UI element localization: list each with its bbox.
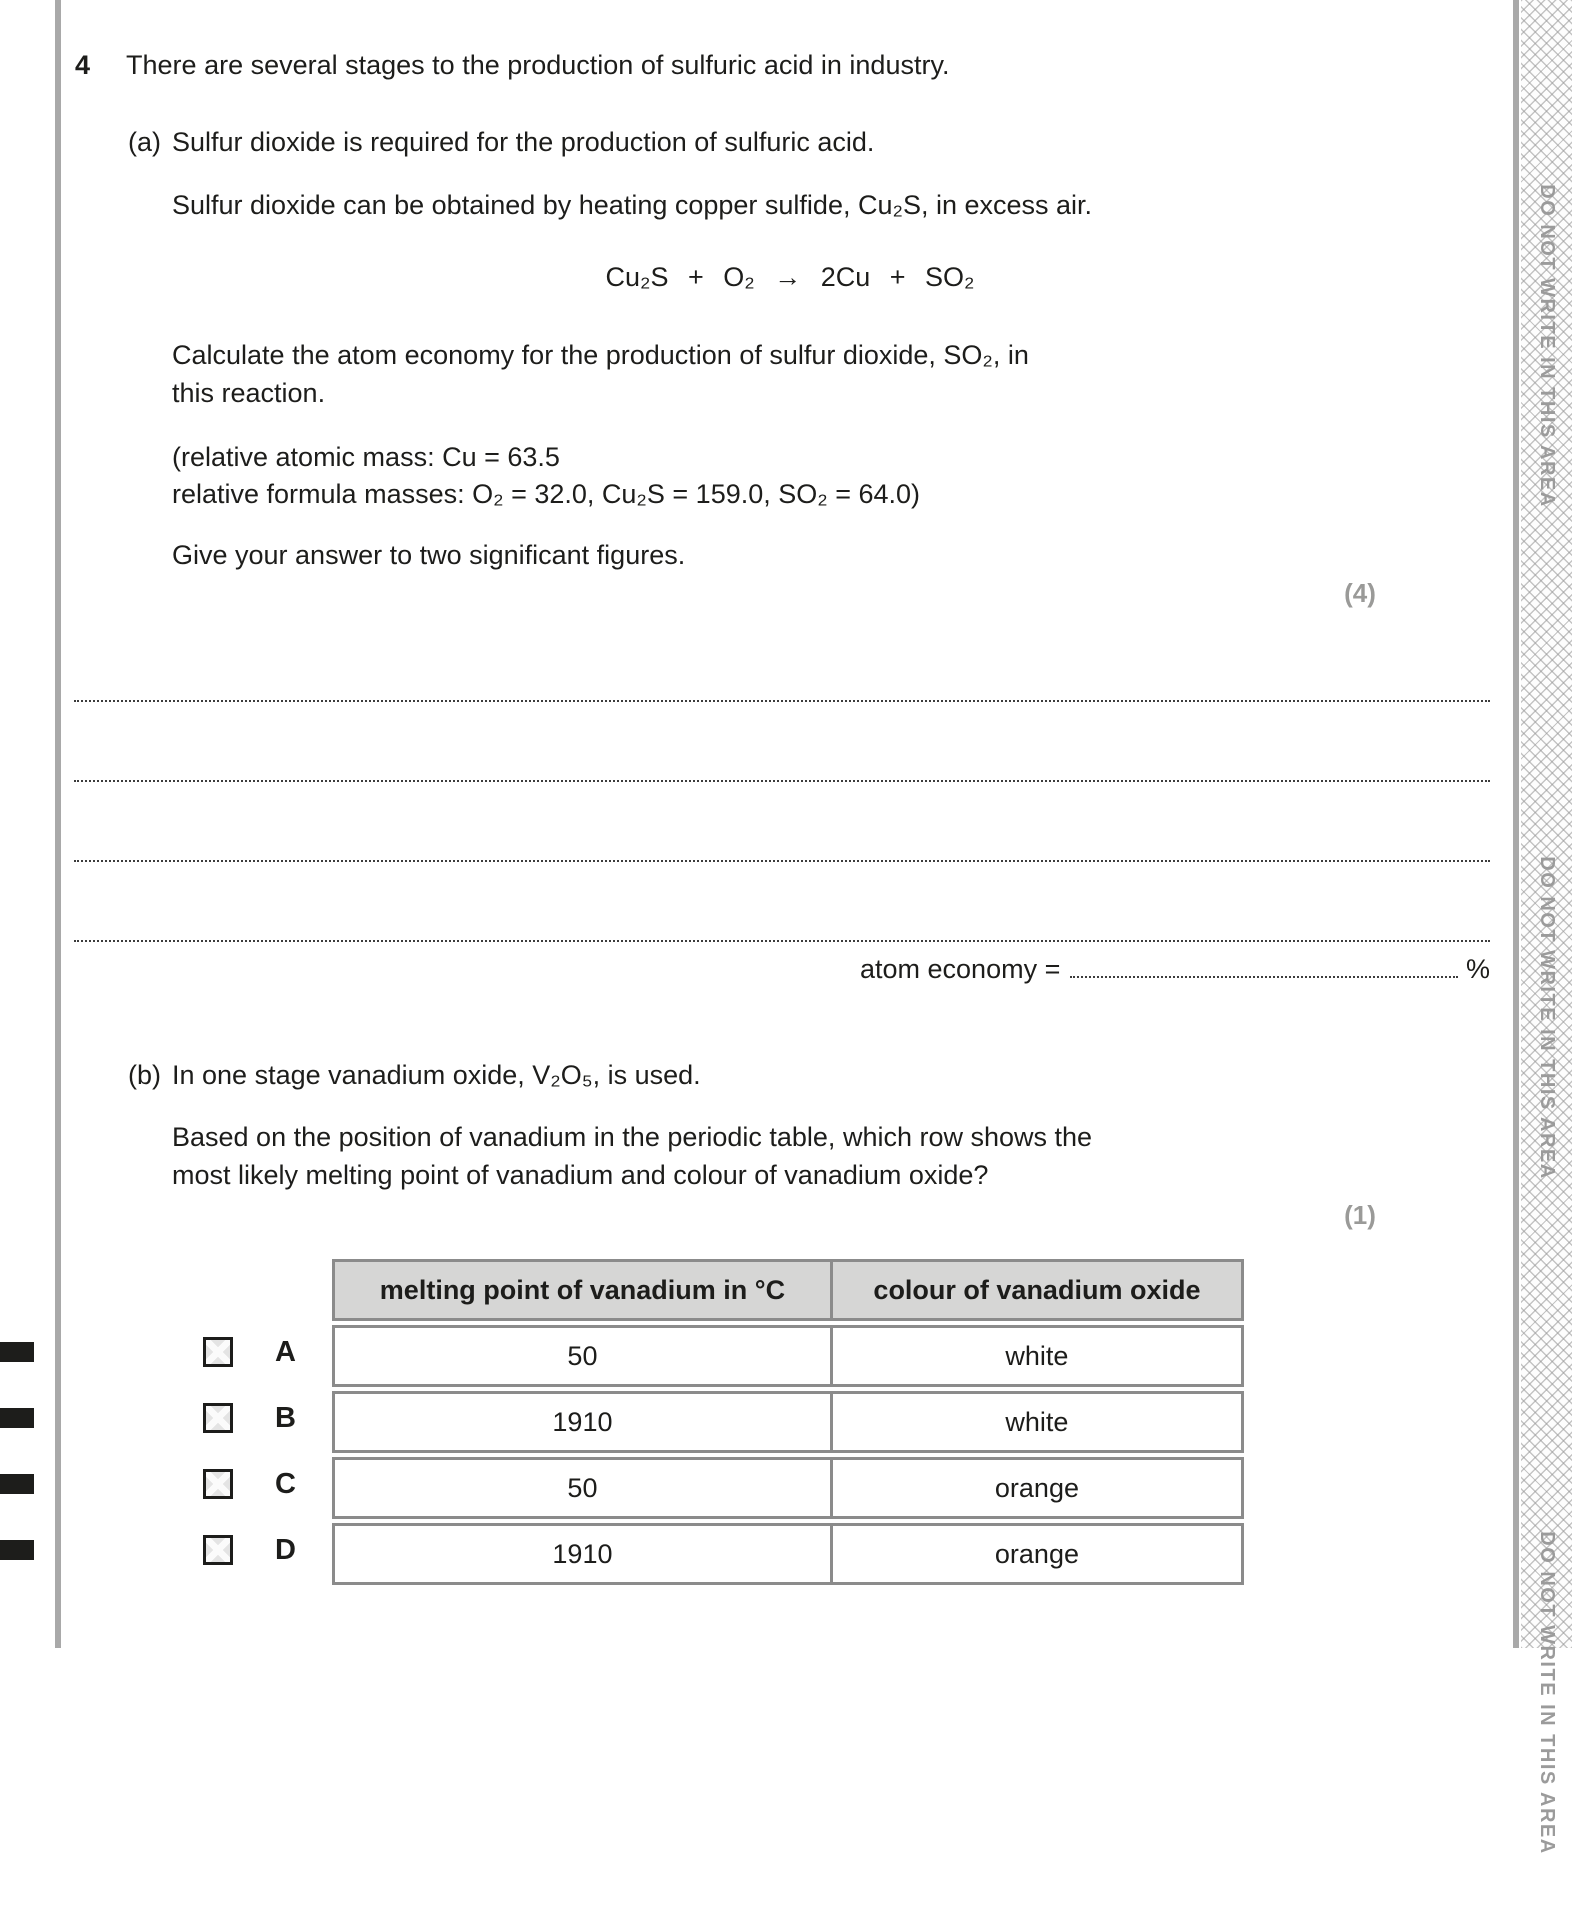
question-intro (75, 48, 949, 82)
relative-mass-line2: relative formula masses: O₂ = 32.0, Cu₂S = 159.0, SO₂ = 64.0) (172, 479, 921, 509)
option-d-letter: D (275, 1533, 296, 1566)
binding-mark (0, 1540, 34, 1560)
part-b-line1-text: In one stage vanadium oxide, V₂O₅, is used. (172, 1060, 701, 1090)
table-row (332, 1325, 1244, 1387)
answer-line-3[interactable] (74, 860, 1490, 862)
table-header-row (332, 1259, 1244, 1321)
part-b-line3: most likely melting point of vanadium and colour of vanadium oxide? (172, 1160, 989, 1190)
table-row (332, 1391, 1244, 1453)
do-not-write-watermark: DO NOT WRITE IN THIS AREA (1536, 1531, 1558, 1855)
option-a-checkbox[interactable] (203, 1337, 233, 1367)
table-row (332, 1523, 1244, 1585)
answer-line-1[interactable] (74, 700, 1490, 702)
header-colour: colour of vanadium oxide (833, 1259, 1244, 1321)
chemical-equation: Cu₂S + O₂ → 2Cu + SO₂ (605, 262, 975, 292)
cell-melting-point-d: 1910 (332, 1523, 833, 1585)
option-a-letter: A (275, 1335, 296, 1368)
option-b-letter: B (275, 1401, 296, 1434)
task-line2: this reaction. (172, 378, 326, 408)
option-c-letter: C (275, 1467, 296, 1500)
part-a-line1-text: Sulfur dioxide is required for the production of sulfuric acid. (172, 127, 875, 157)
header-melting-point: melting point of vanadium in °C (332, 1259, 833, 1321)
option-c-checkbox[interactable] (203, 1469, 233, 1499)
option-row-a (203, 1336, 296, 1368)
marks-part-a: (4) (1344, 578, 1376, 608)
sig-figs-instruction: Give your answer to two significant figures. (172, 540, 686, 570)
cell-colour-b: white (833, 1391, 1244, 1453)
cell-colour-d: orange (833, 1523, 1244, 1585)
question-number: 4 (75, 50, 91, 80)
option-row-b (203, 1402, 296, 1434)
part-a-line2: Sulfur dioxide can be obtained by heating copper sulfide, Cu₂S, in excess air. (172, 190, 1093, 220)
part-b-label: (b) (128, 1060, 161, 1090)
table-row (332, 1457, 1244, 1519)
page-edge-rule-left (55, 0, 61, 1648)
part-a-label: (a) (128, 127, 161, 157)
question-intro-text: There are several stages to the production of sulfuric acid in industry. (126, 50, 950, 80)
option-row-d (203, 1534, 296, 1566)
answer-line-4[interactable] (74, 940, 1490, 942)
option-b-checkbox[interactable] (203, 1403, 233, 1433)
binding-mark (0, 1408, 34, 1428)
part-b-line2: Based on the position of vanadium in the periodic table, which row shows the (172, 1122, 1093, 1152)
atom-economy-label: atom economy = (860, 954, 1061, 984)
task-line1: Calculate the atom economy for the production of sulfur dioxide, SO₂, in (172, 340, 1029, 370)
option-row-c (203, 1468, 296, 1500)
atom-economy-answer-field[interactable] (1070, 954, 1458, 978)
options-table (332, 1255, 1244, 1589)
cell-melting-point-a: 50 (332, 1325, 833, 1387)
atom-economy-answer-row (860, 952, 1490, 986)
cell-melting-point-c: 50 (332, 1457, 833, 1519)
page-edge-rule-right (1513, 0, 1519, 1648)
percent-sign: % (1465, 954, 1490, 984)
marks-part-b: (1) (1344, 1200, 1376, 1230)
cell-colour-c: orange (833, 1457, 1244, 1519)
cell-melting-point-b: 1910 (332, 1391, 833, 1453)
option-d-checkbox[interactable] (203, 1535, 233, 1565)
binding-mark (0, 1474, 34, 1494)
cell-colour-a: white (833, 1325, 1244, 1387)
relative-mass-line1: (relative atomic mass: Cu = 63.5 (172, 442, 560, 472)
do-not-write-watermark: DO NOT WRITE IN THIS AREA (1536, 856, 1558, 1180)
binding-mark (0, 1342, 34, 1362)
do-not-write-watermark: DO NOT WRITE IN THIS AREA (1536, 184, 1558, 508)
part-a-statement (128, 125, 874, 159)
answer-line-2[interactable] (74, 780, 1490, 782)
part-b-statement (128, 1058, 701, 1092)
